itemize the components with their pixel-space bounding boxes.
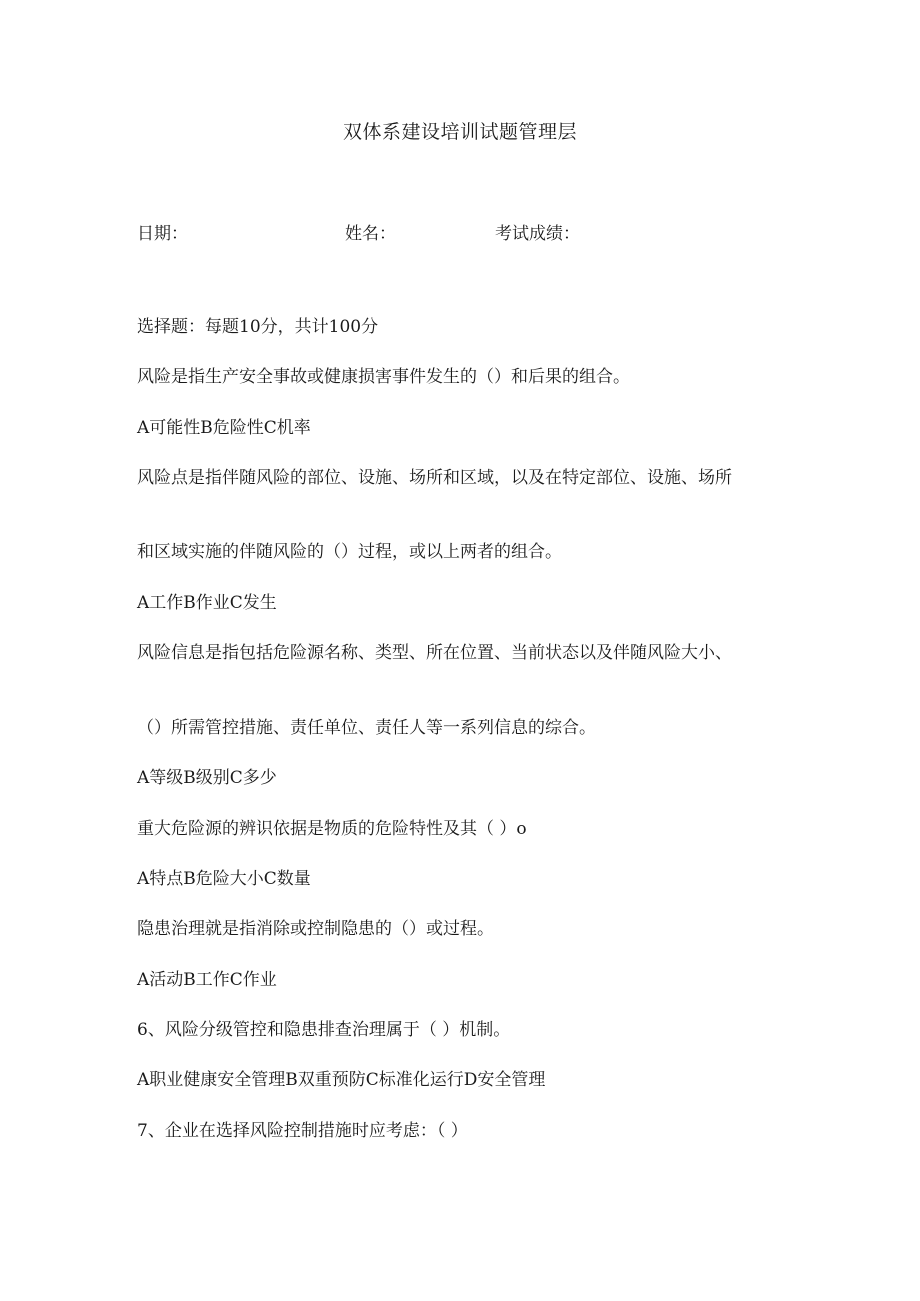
- question-5: 隐患治理就是指消除或控制隐患的（）或过程。: [137, 919, 494, 939]
- options-5: A活动B工作C作业: [137, 970, 277, 990]
- question-2-part-1: 风险点是指伴随风险的部位、设施、场所和区域，以及在特定部位、设施、场所: [137, 468, 732, 488]
- options-2: A工作B作业C发生: [137, 593, 277, 613]
- options-1: A可能性B危险性C机率: [137, 418, 311, 438]
- score-label: 考试成绩：: [495, 224, 580, 244]
- name-label: 姓名：: [345, 224, 396, 244]
- question-4: 重大危险源的辨识依据是物质的危险特性及其（ ）o: [137, 819, 527, 839]
- date-label: 日期：: [137, 224, 188, 244]
- page-title: 双体系建设培训试题管理层: [342, 121, 577, 143]
- question-3-part-1: 风险信息是指包括危险源名称、类型、所在位置、当前状态以及伴随风险大小、: [137, 643, 732, 663]
- header-fields: [137, 219, 777, 243]
- question-1: 风险是指生产安全事故或健康损害事件发生的（）和后果的组合。: [137, 367, 630, 387]
- options-3: A等级B级别C多少: [137, 768, 277, 788]
- options-4: A特点B危险大小C数量: [137, 869, 311, 889]
- section-heading: 选择题：每题10分，共计100分: [137, 317, 379, 337]
- question-7: 7、企业在选择风险控制措施时应考虑：（ ）: [137, 1121, 468, 1141]
- question-2-part-2: 和区域实施的伴随风险的（）过程，或以上两者的组合。: [137, 542, 562, 562]
- question-3-part-2: （）所需管控措施、责任单位、责任人等一系列信息的综合。: [137, 718, 596, 738]
- question-6: 6、风险分级管控和隐患排查治理属于（ ）机制。: [137, 1020, 511, 1040]
- options-6: A职业健康安全管理B双重预防C标准化运行D安全管理: [137, 1070, 546, 1090]
